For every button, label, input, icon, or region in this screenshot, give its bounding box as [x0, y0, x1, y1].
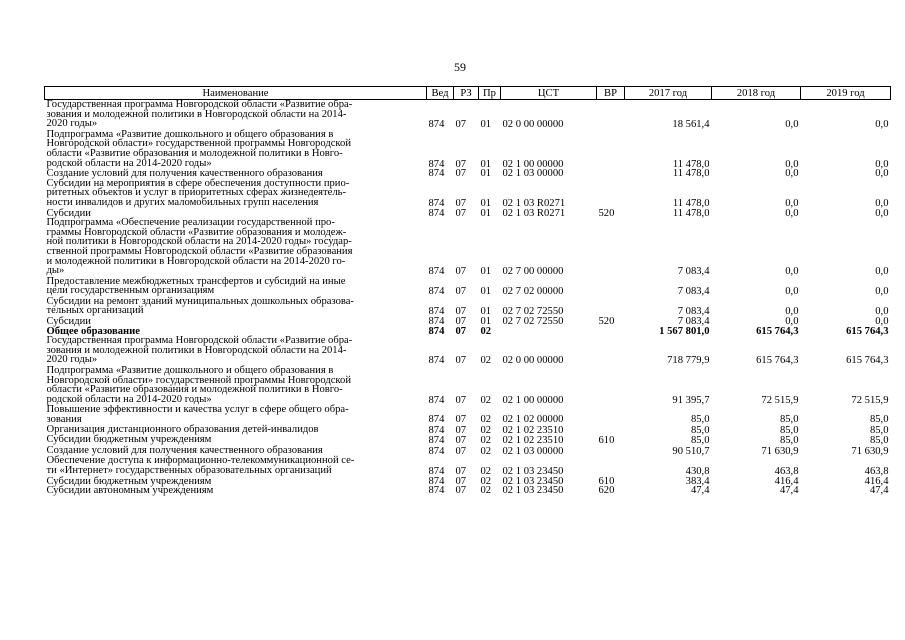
row-2017: 85,0 — [690, 424, 710, 436]
row-name: Государственная программа Новгородской области «Развитие обра- зования и молодежной политики в Новгородской области на 2014- 2020 годы» — [46, 335, 353, 366]
row-cst: 02 0 00 00000 — [502, 119, 564, 131]
row-2018: 615 764,3 — [756, 355, 799, 367]
row-rz: 07 — [455, 325, 467, 337]
row-cst: 02 1 03 00000 — [502, 445, 564, 457]
row-2018: 85,0 — [779, 435, 799, 447]
row-pr: 02 — [480, 435, 492, 447]
row-2018: 85,0 — [779, 414, 799, 425]
row-pr: 02 — [480, 465, 492, 477]
row-ved: 874 — [428, 485, 445, 497]
row-ved: 874 — [428, 306, 445, 318]
row-2018: 0,0 — [785, 119, 799, 131]
row-vr: 520 — [598, 316, 615, 328]
row-rz: 07 — [455, 197, 467, 209]
row-ved: 874 — [428, 158, 445, 170]
table-row — [45, 130, 891, 169]
row-cst: 02 1 02 23510 — [502, 435, 564, 447]
row-name: Подпрограмма «Развитие дошкольного и общего образования в Новгородской области» государственной программы Новгородской области «Развитие образования и молодежной политики в Новго- родской области на 2014-2020 годы» — [46, 365, 352, 405]
row-cst: 02 1 02 00000 — [502, 414, 564, 425]
row-ved: 874 — [428, 316, 445, 328]
row-2017: 18 561,4 — [672, 119, 710, 131]
row-vr: 610 — [598, 435, 615, 447]
row-2019: 0,0 — [875, 286, 889, 298]
row-2018: 0,0 — [785, 207, 799, 219]
row-ved: 874 — [428, 465, 445, 477]
row-2017: 91 395,7 — [672, 394, 710, 406]
row-name: Субсидии автономным учреждениям — [46, 485, 214, 497]
row-2019: 72 515,9 — [851, 394, 889, 406]
row-vr — [597, 336, 625, 366]
row-2019: 0,0 — [875, 207, 889, 219]
row-2019: 0,0 — [875, 119, 889, 131]
row-cst: 02 1 03 23450 — [502, 475, 564, 487]
row-vr — [597, 100, 625, 130]
row-vr: 610 — [598, 475, 615, 487]
row-2017: 90 510,7 — [672, 445, 710, 457]
row-vr — [597, 456, 625, 476]
row-rz: 07 — [455, 445, 467, 457]
row-vr — [597, 169, 625, 179]
row-2017: 85,0 — [690, 414, 710, 425]
header-rz: РЗ — [454, 87, 479, 100]
header-cst: ЦСТ — [501, 87, 597, 100]
row-2017: 11 478,0 — [672, 158, 710, 170]
row-2018: 71 630,9 — [761, 445, 799, 457]
row-vr — [597, 130, 625, 169]
row-name: Общее образование — [46, 325, 140, 337]
row-ved: 874 — [428, 424, 445, 436]
row-pr: 02 — [480, 414, 492, 425]
row-2017: 85,0 — [690, 435, 710, 447]
table-row — [45, 100, 891, 130]
row-2017: 7 083,4 — [677, 266, 710, 278]
row-2017: 383,4 — [685, 475, 710, 487]
row-pr: 01 — [480, 306, 492, 318]
row-rz: 07 — [455, 286, 467, 298]
row-2019: 0,0 — [875, 316, 889, 328]
row-cst: 02 1 00 00000 — [502, 158, 564, 170]
row-vr — [597, 277, 625, 297]
row-ved: 874 — [428, 435, 445, 447]
row-2018: 0,0 — [785, 316, 799, 328]
table-body — [45, 100, 891, 496]
row-2017: 430,8 — [685, 465, 710, 477]
row-ved: 874 — [428, 414, 445, 425]
row-2017: 11 478,0 — [672, 207, 710, 219]
row-ved: 874 — [428, 119, 445, 131]
table-row — [45, 405, 891, 424]
row-pr: 01 — [480, 168, 492, 180]
header-vr: ВР — [597, 87, 625, 100]
row-vr — [597, 218, 625, 277]
row-2018: 72 515,9 — [761, 394, 799, 406]
row-rz: 07 — [455, 355, 467, 367]
row-ved: 874 — [428, 475, 445, 487]
row-2018: 0,0 — [785, 286, 799, 298]
row-2017: 7 083,4 — [677, 316, 710, 328]
row-cst: 02 0 00 00000 — [502, 355, 564, 367]
row-name: Подпрограмма «Обеспечение реализации государственной про- граммы Новгородской области «Развитие образования и молодеж- ной политики в Новгородской области на 2014-2020 годы» государ- ственной программы Новгородской области «Развитие образования и молодежной политики в Новгородской области на 2014-2020 го- ды» — [46, 217, 353, 277]
row-pr: 01 — [480, 316, 492, 328]
table-row — [45, 366, 891, 405]
row-name: Субсидии бюджетным учреждениям — [46, 434, 212, 446]
row-pr: 02 — [480, 325, 492, 337]
row-rz: 07 — [455, 465, 467, 477]
row-pr: 01 — [480, 158, 492, 170]
row-pr: 01 — [480, 119, 492, 131]
row-vr — [597, 327, 625, 337]
table-row — [45, 179, 891, 209]
row-ved: 874 — [428, 207, 445, 219]
row-2017: 718 779,9 — [667, 355, 710, 367]
row-pr: 02 — [480, 475, 492, 487]
row-pr: 02 — [480, 445, 492, 457]
row-2019: 47,4 — [869, 485, 889, 497]
row-name: Предоставление межбюджетных трансфертов и субсидий на иные цели государственным организациям — [46, 275, 346, 297]
row-2019: 416,4 — [864, 475, 889, 487]
row-rz: 07 — [455, 414, 467, 425]
row-pr: 02 — [480, 394, 492, 406]
row-rz: 07 — [455, 168, 467, 180]
row-cst: 02 7 00 00000 — [502, 266, 564, 278]
header-2019: 2019 год — [801, 87, 891, 100]
row-ved: 874 — [428, 445, 445, 457]
row-ved: 874 — [428, 197, 445, 209]
row-cst: 02 1 03 23450 — [502, 465, 564, 477]
row-name: Создание условий для получения качественного образования — [46, 444, 323, 456]
row-pr: 01 — [480, 197, 492, 209]
row-vr: 520 — [598, 207, 615, 219]
page-number: 59 — [454, 60, 466, 74]
row-name: Создание условий для получения качественного образования — [46, 168, 323, 180]
row-rz: 07 — [455, 266, 467, 278]
row-2018: 85,0 — [779, 424, 799, 436]
header-pr: Пр — [479, 87, 501, 100]
row-2019: 85,0 — [869, 424, 889, 436]
row-2018: 615 764,3 — [756, 325, 799, 337]
row-pr: 02 — [480, 355, 492, 367]
row-name: Обеспечение доступа к информационно-телекоммуникационной се- ти «Интернет» государственных образовательных организаций — [46, 455, 355, 476]
row-2018: 463,8 — [774, 465, 799, 477]
row-cst: 02 1 02 23510 — [502, 424, 564, 436]
row-pr: 02 — [480, 485, 492, 497]
row-pr: 01 — [480, 266, 492, 278]
row-cst: 02 1 03 00000 — [502, 168, 564, 180]
budget-table — [44, 86, 891, 496]
header-2018: 2018 год — [712, 87, 801, 100]
row-cst: 02 7 02 00000 — [502, 286, 564, 298]
row-cst — [501, 327, 597, 337]
header-ved: Вед — [427, 87, 454, 100]
row-ved: 874 — [428, 394, 445, 406]
row-cst: 02 7 02 72550 — [502, 306, 564, 318]
row-2019: 0,0 — [875, 266, 889, 278]
row-2018: 0,0 — [785, 197, 799, 209]
row-name: Субсидии на мероприятия в сфере обеспечения доступности прио- ритетных объектов и услуг в приоритетных сферах жизнедеятель- ности инвалидов и других маломобильных групп населения — [46, 177, 350, 208]
row-2018: 0,0 — [785, 306, 799, 318]
row-vr — [597, 366, 625, 405]
table-row — [45, 218, 891, 277]
row-rz: 07 — [455, 475, 467, 487]
row-2018: 0,0 — [785, 168, 799, 180]
row-2019: 463,8 — [864, 465, 889, 477]
row-2018: 416,4 — [774, 475, 799, 487]
table-row — [45, 336, 891, 366]
row-rz: 07 — [455, 424, 467, 436]
row-name: Субсидии на ремонт зданий муниципальных дошкольных образова- тельных организаций — [46, 295, 354, 317]
table-row — [45, 456, 891, 476]
header-row — [45, 87, 891, 100]
header-name: Наименование — [45, 87, 427, 100]
row-2017: 7 083,4 — [677, 286, 710, 298]
row-ved: 874 — [428, 286, 445, 298]
row-2018: 0,0 — [785, 158, 799, 170]
table-row — [45, 486, 891, 496]
row-name: Повышение эффективности и качества услуг в сфере общего обра- зования — [46, 404, 349, 425]
row-rz: 07 — [455, 158, 467, 170]
row-name: Субсидии — [46, 207, 91, 219]
row-pr: 01 — [480, 207, 492, 219]
row-2017: 11 478,0 — [672, 197, 710, 209]
table-row — [45, 297, 891, 317]
row-2019: 85,0 — [869, 435, 889, 447]
row-2018: 47,4 — [779, 485, 799, 497]
table-row — [45, 277, 891, 297]
row-2019: 85,0 — [869, 414, 889, 425]
row-ved: 874 — [428, 168, 445, 180]
row-vr — [597, 446, 625, 457]
row-vr: 620 — [598, 485, 615, 497]
row-vr — [597, 297, 625, 317]
row-rz: 07 — [455, 316, 467, 328]
row-2017: 47,4 — [690, 485, 710, 497]
row-2019: 0,0 — [875, 158, 889, 170]
row-rz: 07 — [455, 435, 467, 447]
row-name: Субсидии бюджетным учреждениям — [46, 475, 212, 487]
row-2019: 0,0 — [875, 197, 889, 209]
row-2019: 0,0 — [875, 168, 889, 180]
row-cst: 02 7 02 72550 — [502, 316, 564, 328]
row-2019: 615 764,3 — [846, 325, 889, 337]
row-rz: 07 — [455, 485, 467, 497]
row-2017: 1 567 801,0 — [659, 325, 710, 337]
row-ved: 874 — [428, 355, 445, 367]
row-rz: 07 — [455, 119, 467, 131]
row-vr — [597, 405, 625, 424]
row-2018: 0,0 — [785, 266, 799, 278]
row-cst: 02 1 03 R0271 — [502, 207, 566, 219]
row-2019: 0,0 — [875, 306, 889, 318]
row-2019: 615 764,3 — [846, 355, 889, 367]
row-rz: 07 — [455, 306, 467, 318]
row-cst: 02 1 00 00000 — [502, 394, 564, 406]
row-pr: 01 — [480, 286, 492, 298]
row-2019: 71 630,9 — [851, 445, 889, 457]
row-2017: 11 478,0 — [672, 168, 710, 180]
row-2017: 7 083,4 — [677, 306, 710, 318]
row-name: Подпрограмма «Развитие дошкольного и общего образования в Новгородской области» государственной программы Новгородской области «Развитие образования и молодежной политики в Новго- родской области на 2014-2020 годы» — [46, 128, 352, 169]
header-2017: 2017 год — [625, 87, 712, 100]
row-name: Организация дистанционного образования детей-инвалидов — [46, 423, 319, 435]
row-rz: 07 — [455, 207, 467, 219]
row-ved: 874 — [428, 325, 445, 337]
row-vr — [597, 179, 625, 209]
row-rz: 07 — [455, 394, 467, 406]
row-cst: 02 1 03 23450 — [502, 485, 564, 497]
row-vr — [597, 425, 625, 436]
row-pr: 02 — [480, 424, 492, 436]
row-name: Государственная программа Новгородской области «Развитие обра- зования и молодежной политики в Новгородской области на 2014- 2020 годы» — [46, 99, 353, 130]
row-ved: 874 — [428, 266, 445, 278]
row-name: Субсидии — [46, 316, 91, 328]
row-cst: 02 1 03 R0271 — [502, 197, 566, 209]
